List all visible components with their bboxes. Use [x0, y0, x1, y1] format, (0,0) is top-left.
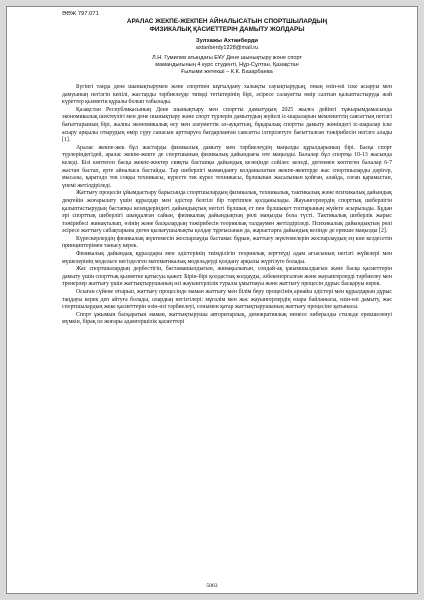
affiliation-line-1: Л.Н. Гумилев атындағы ЕҰУ Дене шынықтыру және спорт	[151, 55, 303, 61]
body-paragraph: Қазақстан Республикасының Дене шынықтыру мен спортты дамытудың 2025 жылға дейінгі тұжырымдамасында экономикалық шектеулігі мен дене шынықтыру және спорт түрлерін дамытудың жүйелі іс-шараларын мемлекеттің саясаттың негізгі бағыттарының бірі, жалпы экономикалық өсу мен әлеуметтік әл-ауқаттың, бұқаралық спортты дамыту жөніндегі іс-шаралар іске асыру арқылы отырудың өмір сүру сапасын арттыруға бағдарланған саясатты ілгерілетуге бағытталған тәжірибесін негізге алады [1].	[62, 106, 392, 144]
supervisor: Ғылыми жетекші – К.К. Базарбаева	[181, 69, 273, 75]
page-number: 5063	[206, 583, 218, 589]
body-paragraph: Жас спортшылардың дербестігін, бастамашылдығын, жинақылығын, сондай-ақ ұжымшылдығын және басқа қасиеттерін дамыту үшін спорттық қызметке қатысуы қажет. Бірін-бірі қолдастық колдауды, әзбекеноргалған және жауынгерлерді тәрбиелеу мен тренерлер жаттығу үшін жаттықтырушының өзі жауынгерлілік туралы ұмытпауы және жаттығу процесін дұрыс басқаруы керек.	[62, 266, 392, 288]
title-line-2: ФИЗИКАЛЫҚ ҚАСИЕТТЕРІН ДАМЫТУ ЖОЛДАРЫ	[149, 26, 305, 33]
author-name: Зулхажы Ахтанберди	[196, 38, 258, 44]
page-content	[62, 11, 392, 327]
body-paragraph: Осыған сүйене отырып, жаттығу процесінде маман жаттығу мен білім беру процесінің арнайы әдістері мен құралдарын дұрыс таңдауы керек деп айтуға болады, олардың негізгілері: мұғалім мен жас жауынгерлердің өзара байланысы, өзін-өзі дамыту, жас спортшылардың жеке қасиеттерін өзін-өзі тәрбиелеуі, сонымен қатар жаттықтырушының жаттығу процесіне қатынасы.	[62, 289, 392, 311]
author-email: axtanberdy1228@mail.ru	[195, 45, 259, 51]
document-page	[6, 6, 418, 594]
body-paragraph: Күрескерлердің физикалық жүктемесін жоспарлауды бастамас бұрын, жаттығу жүктемелерін жоспарлаудың ең көп кездесетін принциптерімен танысу керек.	[62, 235, 392, 250]
body-paragraph: Аралас жекпе-жек бұл жастарды физикалық дамыту мен тәрбиелеудің маңызды құралдарының бірі. Басқа спорт түрлеріндегідей, аралас жекпе-жекте де спортшының физикалық дайындығы өте маңызды. Балалар бұл спортқа 10-13 жасында келеді. Бізі көптеген басқа жекпе-жектер сияқты бастапқы дайындық кезеңінде сейілес келеді, дегенмен көптеген балалар 6-7 жастан бастап, ерте айналыса бастайды. Тар шеберлігі маманданғу колданылатын жекпе-жектерде жас спортшыларды дәрігер, мысалы, қаратәдо тек соққы техникасы, күресте тек күрес техникасы, бұлшынан жасалынын қойған, алайда, соған қарамастан, үнемі жетілдіріледі.	[62, 144, 392, 189]
body-paragraph: Физикалық дайындық құралдары мен әдістерінің тиімділігін теориялық зерттеуді адам ағзасының негізгі жүйелері мен мүшелерінің модельге негізделген математикалық модельдеуді қолдану арқылы жүргізуге болады.	[62, 251, 392, 265]
body-paragraph: Бүгінгі таңда дене шынықтырумен және спортпен шұғылдану халықты сауықтырудың, оның өзін-өзі іске асыруы мен дамуының негізгін кепілі, жастарды тәрбиелеуде тиімді тетіктерінің бірі, әсіресе салауатты өмір салтын қалыптастыруда жәй күреттер қызметін құралы болып табылады.	[62, 84, 392, 106]
body-paragraph: Жаттығу процесін ұйымдастыру барысында спортшылардың физикалық, техникалық, тактикалық және психикалық дайындық деңгейін жоғарылату үшін құралдар мен әдістер белгілі бір тәртіппен қолданылады. Жауынгерлердің спорттық шеберлігін қалыптастырудың бастапқы кезеңдеріндегі дайындықтың негізгі бұлшық ет пен бұлшықет топтарының жүйеге асырылады. Бұдан әрі спорттық шеберлігі шыңдалған сайын, физикалық дайындықтың рөлі маңызды бола түсті. Тактикалық шеберлік жарыс тәжірибесі жинақталып, өзінің және басқалардың тәжірибесін теориялық талдаумен жетілдіріледі. Психикалық дайындықтың рөлі әсіресе жаттығу сабақтарына деген қызығушылықты қолдау тұрғысынан да, жарыстарға дайындық кезінде де ерекше маңызды [2].	[62, 190, 392, 235]
body-paragraph: Спорт ұжымын басқаратын маман, жаттықтырушы авторитарлық, демократиялық немесе либералды стильде ерекшеленуі мүмкін, бірақ ол жоғары адамгершілік қасиеттері	[62, 311, 392, 326]
title-line-1: АРАЛАС ЖЕКПЕ-ЖЕКПЕН АЙНАЛЫСАТЫН СПОРТШЫЛАРДЫҢ	[126, 18, 328, 25]
affiliation-line-2: мамандығының 4 курс студенті, Нұр-Сұлтан, Қазақстан	[155, 62, 299, 68]
udc-code: ӘӨЖ 797.071	[62, 11, 99, 17]
